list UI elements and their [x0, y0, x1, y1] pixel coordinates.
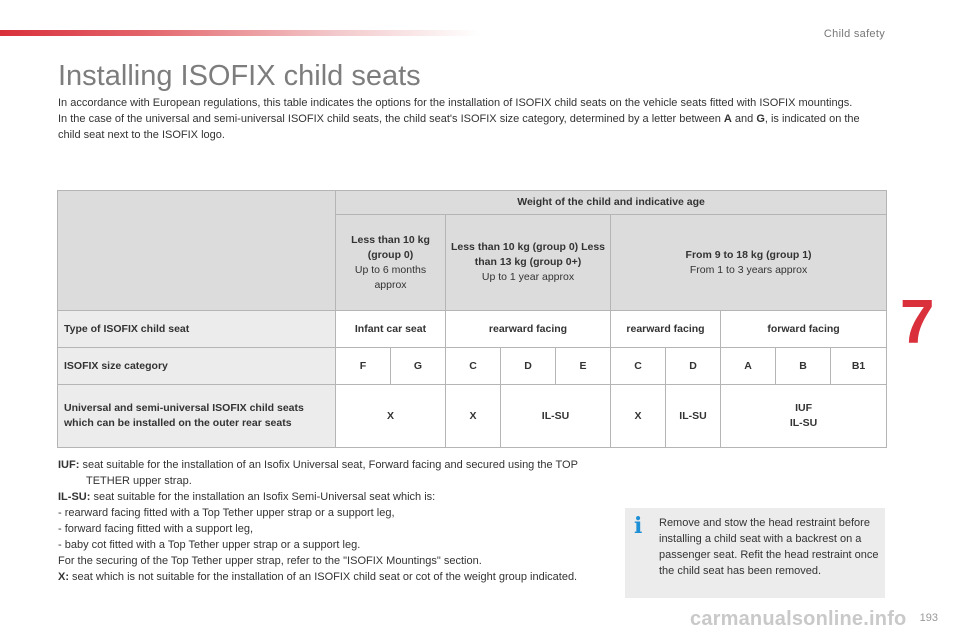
intro-paragraph-1: In accordance with European regulations, this table indicates the options for the installation of ISOFIX child seats on the vehicle seats fitted with ISOFIX mountings. [58, 97, 853, 109]
row-label: Universal and semi-universal ISOFIX child seats which can be installed on the outer rear seats [58, 385, 336, 448]
table-cell: rearward facing [446, 311, 611, 348]
isofix-table [57, 190, 887, 448]
legend-ilsu: IL-SU: seat suitable for the installation an Isofix Semi-Universal seat which is: [58, 491, 436, 503]
info-icon: i [634, 513, 643, 539]
legend-item: - forward facing fitted with a support leg, [58, 523, 254, 535]
group-header: From 9 to 18 kg (group 1) From 1 to 3 years approx [611, 215, 887, 311]
table-cell: X [336, 385, 446, 448]
table-corner [58, 191, 336, 311]
table-row [58, 348, 887, 385]
table-cell: D [501, 348, 556, 385]
intro-paragraph-2: In the case of the universal and semi-universal ISOFIX child seats, the child seat's ISOFIX size category, determined by a letter between A and G, is indicated on the child seat next to the ISOFIX logo. [58, 113, 860, 141]
page-number: 193 [919, 612, 938, 624]
section-title: Child safety [823, 28, 885, 40]
legend-item: - rearward facing fitted with a Top Tether upper strap or a support leg, [58, 507, 395, 519]
group-header: Less than 10 kg (group 0) Less than 13 kg (group 0+) Up to 1 year approx [446, 215, 611, 311]
info-box [625, 508, 885, 598]
legend-iuf: IUF: seat suitable for the installation of an Isofix Universal seat, Forward facing and secured using the TOP TETHER upper strap. [58, 459, 578, 487]
table-cell: IUF IL-SU [721, 385, 887, 448]
table-cell: A [721, 348, 776, 385]
legend-item: - baby cot fitted with a Top Tether upper strap or a support leg. [58, 539, 361, 551]
table-cell: D [666, 348, 721, 385]
table-cell: rearward facing [611, 311, 721, 348]
table-cell: F [336, 348, 391, 385]
table-cell: Infant car seat [336, 311, 446, 348]
table-cell: forward facing [721, 311, 887, 348]
info-text: Remove and stow the head restraint before installing a child seat with a backrest on a passenger seat. Refit the head restraint once the child seat has been removed. [659, 517, 879, 577]
table-cell: C [446, 348, 501, 385]
table-cell: B [776, 348, 831, 385]
chapter-number: 7 [900, 288, 935, 357]
watermark: carmanualsonline.info [690, 608, 907, 630]
group-header: Less than 10 kg (group 0) Up to 6 months approx [336, 215, 446, 311]
table-cell: IL-SU [666, 385, 721, 448]
legend-x: X: seat which is not suitable for the installation of an ISOFIX child seat or cot of the weight group indicated. [58, 571, 578, 583]
table-cell: X [446, 385, 501, 448]
table-cell: G [391, 348, 446, 385]
table-row [58, 311, 887, 348]
top-accent-bar [0, 30, 480, 36]
table-row [58, 385, 887, 448]
weight-header: Weight of the child and indicative age [336, 191, 887, 215]
row-label: Type of ISOFIX child seat [58, 311, 336, 348]
legend [58, 457, 618, 585]
page-title: Installing ISOFIX child seats [58, 60, 421, 92]
row-label: ISOFIX size category [58, 348, 336, 385]
legend-tether-note: For the securing of the Top Tether upper strap, refer to the "ISOFIX Mountings" section. [58, 555, 482, 567]
table-cell: E [556, 348, 611, 385]
table-cell: IL-SU [501, 385, 611, 448]
table-cell: X [611, 385, 666, 448]
table-cell: C [611, 348, 666, 385]
intro-text [58, 95, 878, 143]
table-cell: B1 [831, 348, 887, 385]
